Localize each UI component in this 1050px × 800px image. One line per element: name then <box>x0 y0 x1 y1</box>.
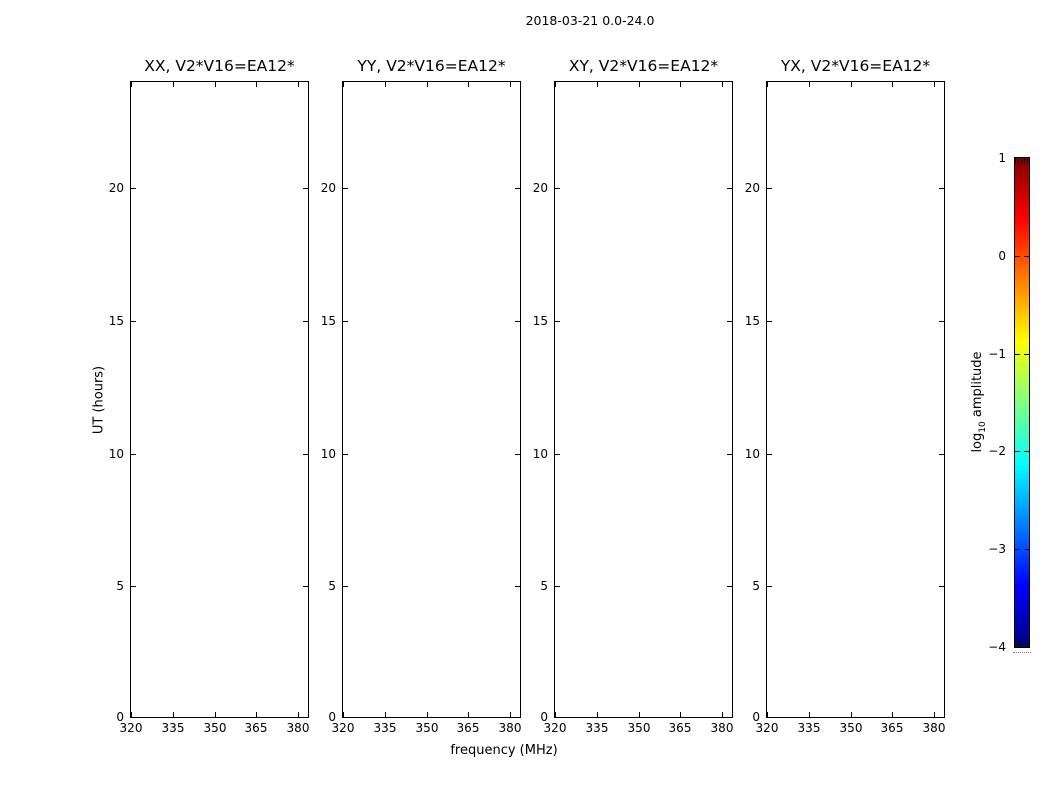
colorbar-tick <box>1024 256 1029 257</box>
y-tick <box>555 188 560 189</box>
y-axis-label: UT (hours) <box>91 365 107 435</box>
x-tick <box>510 712 511 717</box>
x-tick-label: 320 <box>119 721 143 735</box>
figure-title: 2018-03-21 0.0-24.0 <box>525 13 655 28</box>
colorbar-label-subscript: 10 <box>977 421 988 433</box>
y-tick <box>555 586 560 587</box>
y-tick <box>555 717 560 718</box>
x-tick <box>298 712 299 717</box>
x-tick <box>809 82 810 87</box>
x-tick-label: 335 <box>161 721 185 735</box>
colorbar-tick <box>1015 354 1020 355</box>
x-tick <box>680 82 681 87</box>
x-tick <box>722 712 723 717</box>
y-tick-label: 5 <box>752 579 760 593</box>
y-tick <box>939 188 944 189</box>
colorbar-tick <box>1024 354 1029 355</box>
x-tick <box>597 712 598 717</box>
colorbar-tick-label: −3 <box>988 542 1006 556</box>
x-tick-label: 320 <box>543 721 567 735</box>
x-tick <box>343 82 344 87</box>
x-tick <box>934 82 935 87</box>
y-tick <box>343 321 348 322</box>
x-tick-label: 350 <box>415 721 439 735</box>
colorbar-tick <box>1015 451 1020 452</box>
colorbar-tick <box>1015 256 1020 257</box>
subplot-xx <box>108 81 310 735</box>
colorbar-tick-label: 0 <box>998 249 1006 263</box>
colorbar <box>988 151 1030 654</box>
y-tick-label: 0 <box>328 710 336 724</box>
colorbar-comb-mark <box>1018 158 1019 164</box>
x-tick-label: 365 <box>456 721 480 735</box>
y-tick <box>767 454 772 455</box>
x-tick-label: 335 <box>797 721 821 735</box>
y-tick <box>939 454 944 455</box>
x-tick <box>385 712 386 717</box>
colorbar-comb-mark <box>1024 641 1025 647</box>
x-tick <box>892 712 893 717</box>
colorbar-comb-mark <box>1021 158 1022 164</box>
x-tick <box>131 82 132 87</box>
x-tick <box>215 712 216 717</box>
subplot-yx-title: YX, V2*V16=EA12* <box>780 57 931 75</box>
y-tick <box>767 321 772 322</box>
x-tick-label: 365 <box>244 721 268 735</box>
x-tick <box>298 82 299 87</box>
x-tick <box>468 82 469 87</box>
x-tick <box>639 82 640 87</box>
x-tick <box>173 712 174 717</box>
colorbar-tick-label: −4 <box>988 640 1006 654</box>
x-tick <box>173 82 174 87</box>
y-tick <box>555 321 560 322</box>
x-tick <box>555 82 556 87</box>
y-tick <box>343 586 348 587</box>
y-tick <box>343 188 348 189</box>
x-tick <box>851 712 852 717</box>
y-tick-label: 15 <box>744 314 760 328</box>
y-tick-label: 10 <box>108 447 124 461</box>
y-tick-label: 5 <box>328 579 336 593</box>
x-tick-label: 320 <box>755 721 779 735</box>
x-tick-label: 380 <box>286 721 310 735</box>
colorbar-comb-mark <box>1018 641 1019 647</box>
x-tick-label: 365 <box>668 721 692 735</box>
y-tick-label: 0 <box>752 710 760 724</box>
subplot-xy-title: XY, V2*V16=EA12* <box>568 57 719 75</box>
y-tick-label: 20 <box>320 181 336 195</box>
y-tick <box>131 454 136 455</box>
y-tick-label: 15 <box>532 314 548 328</box>
y-tick-label: 15 <box>320 314 336 328</box>
x-tick-label: 350 <box>839 721 863 735</box>
x-tick <box>256 82 257 87</box>
y-tick-label: 15 <box>108 314 124 328</box>
y-tick <box>939 586 944 587</box>
x-tick <box>892 82 893 87</box>
subplot-yy <box>320 81 522 735</box>
y-tick <box>131 717 136 718</box>
subplot-yy-title: YY, V2*V16=EA12* <box>357 57 506 75</box>
colorbar-gradient <box>1014 157 1030 648</box>
x-axis-label: frequency (MHz) <box>450 743 558 758</box>
subplot-xy <box>532 81 734 735</box>
x-tick-label: 335 <box>373 721 397 735</box>
y-tick <box>131 188 136 189</box>
y-tick-label: 5 <box>540 579 548 593</box>
colorbar-comb-mark <box>1021 641 1022 647</box>
x-tick <box>639 712 640 717</box>
x-tick <box>427 712 428 717</box>
x-tick <box>427 82 428 87</box>
y-tick-label: 5 <box>116 579 124 593</box>
x-tick-label: 380 <box>498 721 522 735</box>
x-tick <box>468 712 469 717</box>
x-tick-label: 350 <box>203 721 227 735</box>
colorbar-comb-mark <box>1015 641 1016 647</box>
colorbar-tick <box>1024 549 1029 550</box>
x-tick <box>256 712 257 717</box>
x-tick-label: 335 <box>585 721 609 735</box>
y-tick <box>767 586 772 587</box>
colorbar-comb-mark <box>1027 641 1028 647</box>
subplot-xx-title: XX, V2*V16=EA12* <box>144 57 295 75</box>
colorbar-comb-mark <box>1015 158 1016 164</box>
x-tick <box>597 82 598 87</box>
y-tick-label: 10 <box>532 447 548 461</box>
colorbar-label-rest: amplitude <box>970 351 986 422</box>
y-tick-label: 0 <box>540 710 548 724</box>
y-tick <box>131 586 136 587</box>
colorbar-tick <box>1015 549 1020 550</box>
x-tick <box>215 82 216 87</box>
x-tick <box>385 82 386 87</box>
x-tick <box>722 82 723 87</box>
colorbar-dotted-line <box>1013 652 1031 653</box>
y-tick-label: 20 <box>744 181 760 195</box>
x-tick-label: 365 <box>880 721 904 735</box>
x-tick <box>809 712 810 717</box>
x-tick <box>767 82 768 87</box>
x-tick-label: 320 <box>331 721 355 735</box>
x-tick <box>510 82 511 87</box>
x-tick <box>934 712 935 717</box>
subplot-yx <box>744 81 946 735</box>
colorbar-axis-label <box>970 351 988 452</box>
colorbar-comb-mark <box>1024 158 1025 164</box>
y-tick-label: 0 <box>116 710 124 724</box>
y-tick <box>131 321 136 322</box>
y-tick <box>939 717 944 718</box>
x-tick-label: 380 <box>710 721 734 735</box>
colorbar-tick-label: 1 <box>998 151 1006 165</box>
x-tick-label: 350 <box>627 721 651 735</box>
x-tick <box>680 712 681 717</box>
colorbar-comb-mark <box>1027 158 1028 164</box>
y-tick-label: 10 <box>744 447 760 461</box>
y-tick-label: 20 <box>108 181 124 195</box>
y-tick <box>767 188 772 189</box>
colorbar-tick <box>1024 451 1029 452</box>
y-tick-label: 20 <box>532 181 548 195</box>
y-tick-label: 10 <box>320 447 336 461</box>
y-tick <box>767 717 772 718</box>
y-tick <box>343 717 348 718</box>
colorbar-label-base: log <box>970 432 986 453</box>
colorbar-tick-label: −1 <box>988 347 1006 361</box>
x-tick-label: 380 <box>922 721 946 735</box>
y-tick <box>939 321 944 322</box>
x-tick <box>851 82 852 87</box>
y-tick <box>555 454 560 455</box>
y-tick <box>343 454 348 455</box>
colorbar-tick-label: −2 <box>988 444 1006 458</box>
